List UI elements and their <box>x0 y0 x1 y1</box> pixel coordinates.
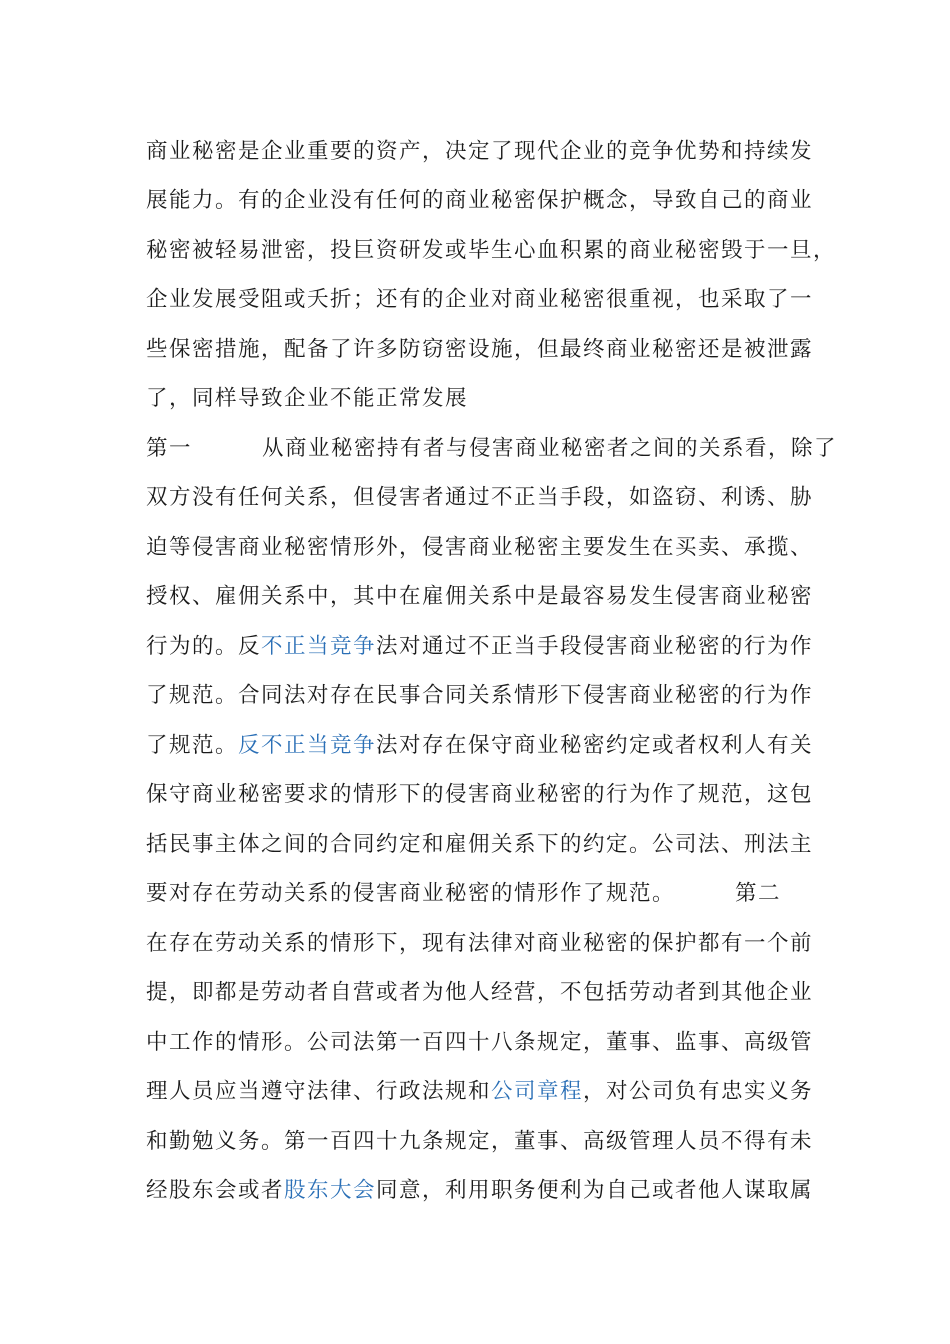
paragraph-line <box>146 582 813 612</box>
law-link[interactable]: 反不正当竞争 <box>238 733 377 758</box>
paragraph-line <box>146 780 813 810</box>
paragraph-line <box>146 236 836 266</box>
company-charter-link[interactable]: 公司章程 <box>491 1079 584 1104</box>
paragraph-line <box>146 483 813 513</box>
text-run: ，对公司负有忠实义务 <box>583 1079 814 1104</box>
text-run: 法对通过不正当手段侵害商业秘密的行为作 <box>376 634 814 659</box>
paragraph-line <box>146 978 813 1008</box>
section-label: 第二 <box>735 881 782 906</box>
text-run: 些保密措施，配备了许多防窃密设施，但最终商业秘密还是被泄露 <box>146 337 814 362</box>
paragraph-line <box>146 681 813 711</box>
paragraph-line <box>146 929 813 959</box>
text-run: 商业秘密是企业重要的资产，决定了现代企业的竞争优势和持续发 <box>146 139 814 164</box>
text-run: 同意，利用职务便利为自己或者他人谋取属 <box>376 1178 814 1203</box>
text-run: 企业发展受阻或夭折；还有的企业对商业秘密很重视，也采取了一 <box>146 287 814 312</box>
text-run: 和勤勉义务。第一百四十九条规定，董事、高级管理人员不得有未 <box>146 1129 814 1154</box>
text-run: 行为的。反 <box>146 634 262 659</box>
text-run: 秘密被轻易泄密，投巨资研发或毕生心血积累的商业秘密毁于一旦， <box>146 238 837 263</box>
section-label: 第一 <box>146 436 193 461</box>
text-run: 保守商业秘密要求的情形下的侵害商业秘密的行为作了规范，这包 <box>146 782 814 807</box>
paragraph-line <box>146 1077 813 1107</box>
law-link[interactable]: 不正当竞争 <box>261 634 377 659</box>
paragraph-line <box>146 285 813 315</box>
text-run: 了，同样导致企业不能正常发展 <box>146 386 469 411</box>
paragraph-line <box>146 335 813 365</box>
paragraph-line <box>146 1127 813 1157</box>
paragraph-line <box>146 186 813 216</box>
text-run: 括民事主体之间的合同约定和雇佣关系下的约定。公司法、刑法主 <box>146 832 814 857</box>
text-run: 双方没有任何关系，但侵害者通过不正当手段，如盗窃、利诱、胁 <box>146 485 814 510</box>
text-run: 提，即都是劳动者自营或者为他人经营，不包括劳动者到其他企业 <box>146 980 814 1005</box>
paragraph-line <box>146 830 813 860</box>
text-run: 从商业秘密持有者与侵害商业秘密者之间的关系看，除了 <box>262 436 838 461</box>
paragraph-line <box>146 1176 813 1206</box>
paragraph-line <box>146 879 781 909</box>
paragraph-line <box>146 1028 813 1058</box>
text-run: 展能力。有的企业没有任何的商业秘密保护概念，导致自己的商业 <box>146 188 814 213</box>
text-run: 在存在劳动关系的情形下，现有法律对商业秘密的保护都有一个前 <box>146 931 814 956</box>
paragraph-line <box>146 632 813 662</box>
text-run: 中工作的情形。公司法第一百四十八条规定，董事、监事、高级管 <box>146 1030 814 1055</box>
text-run: 理人员应当遵守法律、行政法规和 <box>146 1079 492 1104</box>
text-run: 经股东会或者 <box>146 1178 285 1203</box>
text-run: 要对存在劳动关系的侵害商业秘密的情形作了规范。 <box>146 881 676 906</box>
text-run: 了规范。 <box>146 733 239 758</box>
paragraph-line <box>146 731 813 761</box>
shareholders-meeting-link[interactable]: 股东大会 <box>284 1178 377 1203</box>
paragraph-line <box>146 384 468 414</box>
paragraph-line <box>146 533 813 563</box>
paragraph-line <box>146 137 813 167</box>
text-run: 授权、雇佣关系中，其中在雇佣关系中是最容易发生侵害商业秘密 <box>146 584 814 609</box>
paragraph-line <box>146 434 837 464</box>
text-run: 了规范。合同法对存在民事合同关系情形下侵害商业秘密的行为作 <box>146 683 814 708</box>
text-run: 迫等侵害商业秘密情形外，侵害商业秘密主要发生在买卖、承揽、 <box>146 535 814 560</box>
text-run: 法对存在保守商业秘密约定或者权利人有关 <box>376 733 814 758</box>
